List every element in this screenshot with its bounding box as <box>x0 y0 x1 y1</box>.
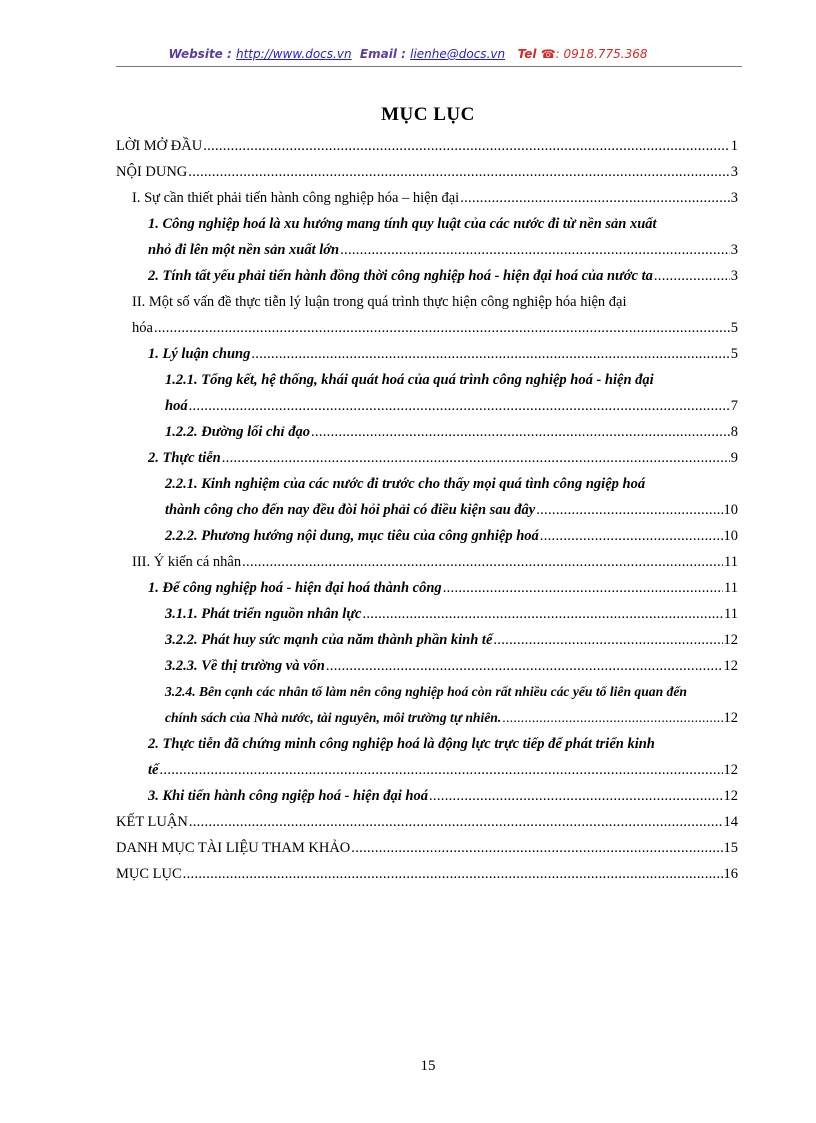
toc-page: 11 <box>724 606 738 622</box>
toc-label: 1. Để công nghiệp hoá - hiện đại hoá thành công <box>148 580 442 596</box>
toc-label: III. Ý kiến cá nhân <box>132 554 242 570</box>
toc-entry-3-3[interactable] <box>116 783 738 809</box>
toc-page: 5 <box>730 346 738 362</box>
toc-label: nhỏ đi lên một nền sản xuất lớn <box>148 242 340 258</box>
toc-entry-1-2-2[interactable] <box>116 419 738 445</box>
toc-entry-2-2-1[interactable] <box>116 471 738 523</box>
toc-entry-section-3[interactable] <box>116 549 738 575</box>
page-title: MỤC LỤC <box>381 104 475 125</box>
toc-page: 3 <box>730 268 738 284</box>
toc-page: 14 <box>723 814 738 830</box>
toc-label-line1: 3.2.4. Bên cạnh các nhân tố làm nên công nghiệp hoá còn rất nhiều các yếu tố liên quan đến <box>165 684 687 699</box>
toc-page: 12 <box>723 632 738 648</box>
toc-label-line1: 2.2.1. Kinh nghiệm của các nước đi trước cho thấy mọi quá tình công ngiệp hoá <box>165 476 646 492</box>
toc-label: 2. Tính tất yếu phải tiến hành đồng thời công nghiệp hoá - hiện đại hoá của nước ta <box>148 268 653 284</box>
toc-entry-3-1-1[interactable] <box>116 601 738 627</box>
toc-label: NỘI DUNG <box>116 164 188 180</box>
toc-leader <box>540 523 723 549</box>
toc-label: hoá <box>165 398 188 414</box>
toc-leader <box>159 757 722 783</box>
toc-entry-2-2[interactable] <box>116 445 738 471</box>
toc-label: tế <box>148 762 159 778</box>
toc-label: KẾT LUẬN <box>116 814 188 830</box>
toc-leader <box>203 133 730 159</box>
toc-leader <box>222 445 730 471</box>
toc-entry-section-2[interactable] <box>116 289 738 341</box>
toc-page: 3 <box>730 242 738 258</box>
toc-label: 3.2.2. Phát huy sức mạnh của năm thành phần kinh tế <box>165 632 493 648</box>
toc-label: MỤC LỤC <box>116 866 182 882</box>
toc-page: 16 <box>723 866 738 882</box>
toc-leader <box>340 237 730 263</box>
toc-label: 3.2.3. Về thị trường và vốn <box>165 658 325 674</box>
toc-leader <box>189 393 730 419</box>
toc-leader <box>443 575 723 601</box>
toc-page: 11 <box>724 554 738 570</box>
toc-label: 2. Thực tiễn <box>148 450 221 466</box>
toc-leader <box>311 419 730 445</box>
toc-entry-2-1[interactable] <box>116 341 738 367</box>
toc-page: 7 <box>730 398 738 414</box>
phone-icon: ☎ <box>540 47 556 61</box>
toc-entry-2-2-2[interactable] <box>116 523 738 549</box>
tel-value: : 0918.775.368 <box>555 47 648 61</box>
toc-leader <box>362 601 723 627</box>
toc-label-line1: II. Một số vấn đề thực tiễn lý luận trong quá trình thực hiện công nghiệp hóa hiện đại <box>132 294 627 310</box>
toc-entry-danh-muc[interactable] <box>116 835 738 861</box>
toc-page: 12 <box>723 658 738 674</box>
toc-entry-noi-dung[interactable] <box>116 159 738 185</box>
toc-leader <box>188 159 729 185</box>
toc-entry-1-2-1[interactable] <box>116 367 738 419</box>
toc-leader <box>654 263 730 289</box>
toc-label: chính sách của Nhà nước, tài nguyên, môi trường tự nhiên. <box>165 710 502 725</box>
toc-page: 10 <box>723 502 738 518</box>
toc-leader <box>429 783 723 809</box>
toc-leader <box>251 341 729 367</box>
toc-label: I. Sự cần thiết phải tiến hành công nghiệp hóa – hiện đại <box>132 190 460 206</box>
toc-entry-muc-luc[interactable] <box>116 861 738 887</box>
toc-label-line1: 1.2.1. Tổng kết, hệ thống, khái quát hoá của quá trình công nghiệp hoá - hiện đại <box>165 372 654 388</box>
toc-entry-3-2-2[interactable] <box>116 627 738 653</box>
toc-leader <box>502 705 722 731</box>
toc-entry-section-1[interactable] <box>116 185 738 211</box>
toc-leader <box>326 653 723 679</box>
toc-page: 5 <box>730 320 738 336</box>
email-label: Email : <box>359 47 411 61</box>
toc-leader <box>460 185 730 211</box>
toc-leader <box>493 627 722 653</box>
toc-page: 12 <box>723 710 738 726</box>
header-divider <box>116 66 742 67</box>
toc-entry-1-2[interactable] <box>116 263 738 289</box>
toc-label: 1. Lý luận chung <box>148 346 251 362</box>
toc-label: hóa <box>132 320 153 336</box>
toc-leader <box>242 549 723 575</box>
website-label: Website : <box>168 47 236 61</box>
table-of-contents <box>116 133 738 887</box>
toc-entry-loi-mo-dau[interactable] <box>116 133 738 159</box>
toc-entry-ket-luan[interactable] <box>116 809 738 835</box>
toc-label: 3. Khi tiến hành công ngiệp hoá - hiện đại hoá <box>148 788 428 804</box>
toc-page: 12 <box>723 762 738 778</box>
tel-label: Tel <box>517 47 537 61</box>
toc-label: DANH MỤC TÀI LIỆU THAM KHẢO <box>116 840 351 856</box>
website-link[interactable]: http://www.docs.vn <box>235 47 352 61</box>
toc-label: 3.1.1. Phát triển nguồn nhân lực <box>165 606 362 622</box>
email-link[interactable]: lienhe@docs.vn <box>410 47 506 61</box>
toc-entry-3-2[interactable] <box>116 731 738 783</box>
toc-entry-1-1[interactable] <box>116 211 738 263</box>
toc-label: thành công cho đến nay đều đòi hỏi phải có điều kiện sau đây <box>165 502 536 518</box>
toc-page: 3 <box>730 190 738 206</box>
toc-label-line1: 2. Thực tiễn đã chứng minh công nghiệp hoá là động lực trực tiếp để phát triển kinh <box>148 736 655 752</box>
toc-entry-3-2-4[interactable] <box>116 679 738 731</box>
toc-leader <box>536 497 722 523</box>
toc-page: 8 <box>730 424 738 440</box>
toc-page: 12 <box>723 788 738 804</box>
toc-leader <box>189 809 723 835</box>
page-header <box>0 47 816 61</box>
toc-page: 15 <box>723 840 738 856</box>
toc-entry-3-2-3[interactable] <box>116 653 738 679</box>
page-number: 15 <box>420 1058 436 1074</box>
toc-page: 11 <box>724 580 738 596</box>
toc-entry-3-1[interactable] <box>116 575 738 601</box>
toc-leader <box>351 835 722 861</box>
toc-page: 3 <box>730 164 738 180</box>
toc-page: 9 <box>730 450 738 466</box>
toc-label-line1: 1. Công nghiệp hoá là xu hướng mang tính quy luật của các nước đi từ nền sản xuất <box>148 216 657 232</box>
toc-label: 2.2.2. Phương hướng nội dung, mục tiêu của công gnhiệp hoá <box>165 528 539 544</box>
toc-page: 10 <box>723 528 738 544</box>
toc-label: 1.2.2. Đường lối chỉ đạo <box>165 424 310 440</box>
toc-label: LỜI MỞ ĐẦU <box>116 138 203 154</box>
toc-leader <box>154 315 730 341</box>
toc-page: 1 <box>730 138 738 154</box>
toc-leader <box>183 861 723 887</box>
